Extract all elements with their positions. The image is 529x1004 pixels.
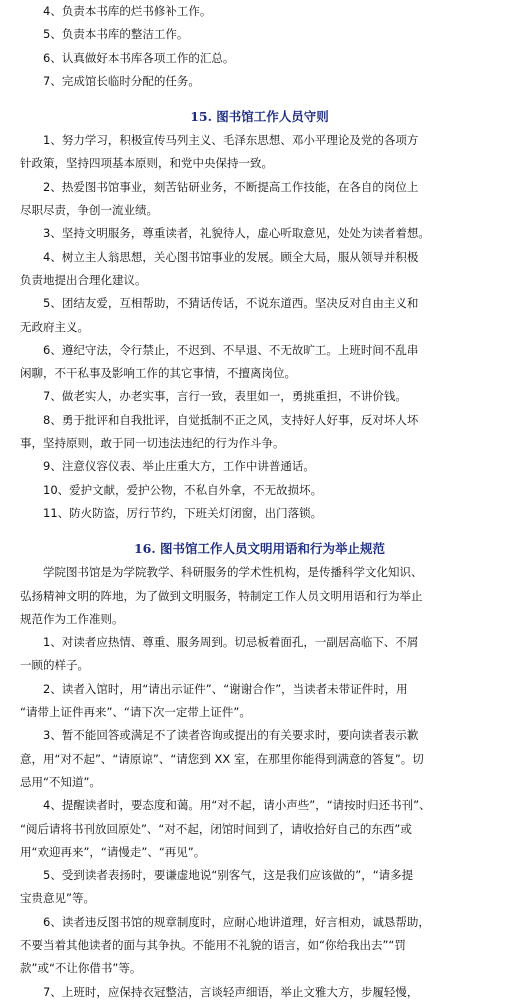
- text-line: “请带上证件再来”、“请下次一定带上证件”。: [20, 705, 251, 720]
- text-line: 学院图书馆是为学院教学、科研服务的学术性机构，是传播科学文化知识、: [43, 565, 423, 580]
- text-line: 4、负责本书库的烂书修补工作。: [43, 4, 212, 18]
- text-line: 8、勇于批评和自我批评，自觉抵制不正之风，支持好人好事，反对坏人坏: [43, 412, 419, 427]
- text-line: 4、提醒读者时，要态度和蔼。用“对不起，请小声些”，“请按时归还书刊”、: [43, 798, 431, 813]
- text-line: 无政府主义。: [20, 319, 89, 334]
- text-line: 规范作为工作准则。: [20, 611, 124, 626]
- text-line: 针政策，坚持四项基本原则，和党中央保持一致。: [20, 156, 273, 171]
- spacer: [20, 525, 499, 537]
- section-15-body: [20, 129, 499, 525]
- text-line: 10、爱护文献，爱护公物，不私自外拿，不无故损坏。: [43, 482, 323, 497]
- text-line: “阅后请将书刊放回原处”、“对不起，闭馆时间到了，请收拾好自己的东西”或: [20, 821, 412, 836]
- text-line: 7、做老实人，办老实事，言行一致，表里如一，勇挑重担，不讲价钱。: [43, 389, 407, 404]
- text-line: 5、受到读者表扬时，要谦虚地说“别客气，这是我们应该做的”，“请多提: [43, 868, 414, 883]
- text-line: 闲聊，不干私事及影响工作的其它事情，不擅离岗位。: [20, 366, 296, 381]
- text-line: 6、读者违反图书馆的规章制度时，应耐心地讲道理，好言相劝，诚恳帮助，: [43, 914, 430, 929]
- text-line: 1、对读者应热情、尊重、服务周到。切忌板着面孔，一副居高临下、不屑: [43, 635, 419, 650]
- text-line: 3、暂不能回答或满足不了读者咨询或提出的有关要求时，要向读者表示歉: [43, 728, 419, 743]
- section-15-title: 15. 图书馆工作人员守则: [190, 109, 329, 125]
- text-line: 尽职尽责，争创一流业绩。: [20, 203, 158, 218]
- text-line: 4、树立主人翁思想，关心图书馆事业的发展。顾全大局，服从领导并积极: [43, 249, 419, 264]
- text-line: 3、坚持文明服务，尊重读者，礼貌待人，虚心听取意见，处处为读者着想。: [43, 226, 430, 241]
- spacer: [20, 93, 499, 105]
- text-line: 事，坚持原则，敢于同一切违法违纪的行为作斗争。: [20, 436, 285, 451]
- text-line: 意，用“对不起”、“请原谅”、“请您到 XX 室，在那里你能得到满意的答复”。切: [20, 751, 424, 766]
- text-line: 7、上班时，应保持衣冠整洁，言谈轻声细语，举止文雅大方，步履轻慢，: [43, 984, 419, 999]
- text-line: 7、完成馆长临时分配的任务。: [43, 73, 200, 88]
- text-line: 一顾的样子。: [20, 658, 89, 673]
- section-16-body: [20, 561, 499, 1004]
- top-item-list: [20, 0, 499, 93]
- text-line: 不要当着其他读者的面与其争执。不能用不礼貌的语言，如“你给我出去”“罚: [20, 937, 406, 952]
- text-line: 6、认真做好本书库各项工作的汇总。: [43, 50, 235, 65]
- section-16-title: 16. 图书馆工作人员文明用语和行为举止规范: [133, 541, 386, 557]
- text-line: 11、防火防盗，厉行节约，下班关灯闭窗，出门落锁。: [43, 505, 323, 520]
- text-line: 6、遵纪守法，令行禁止，不迟到、不早退、不无故旷工。上班时间不乱串: [43, 342, 419, 357]
- text-line: 5、负责本书库的整洁工作。: [43, 27, 189, 42]
- text-line: 弘扬精神文明的阵地，为了做到文明服务，特制定工作人员文明用语和行为举止: [20, 588, 423, 603]
- text-line: 5、团结友爱，互相帮助，不猜话传话，不说东道西。坚决反对自由主义和: [43, 296, 419, 311]
- text-line: 2、读者入馆时，用“请出示证件”、“谢谢合作”，当读者未带证件时，用: [43, 681, 408, 696]
- text-line: 1、努力学习，积极宣传马列主义、毛泽东思想、邓小平理论及党的各项方: [43, 133, 419, 148]
- text-line: 忌用“不知道”。: [20, 774, 101, 789]
- text-line: 2、热爱图书馆事业，刻苦钻研业务，不断提高工作技能，在各自的岗位上: [43, 179, 419, 194]
- text-line: 款”或“不让你借书”等。: [20, 961, 142, 976]
- text-line: 用“欢迎再来”，“请慢走”、“再见”。: [20, 844, 206, 859]
- text-line: 9、注意仪容仪表、举止庄重大方，工作中讲普通话。: [43, 459, 315, 474]
- text-line: 宝贵意见”等。: [20, 891, 95, 906]
- text-line: 负责地提出合理化建议。: [20, 272, 147, 287]
